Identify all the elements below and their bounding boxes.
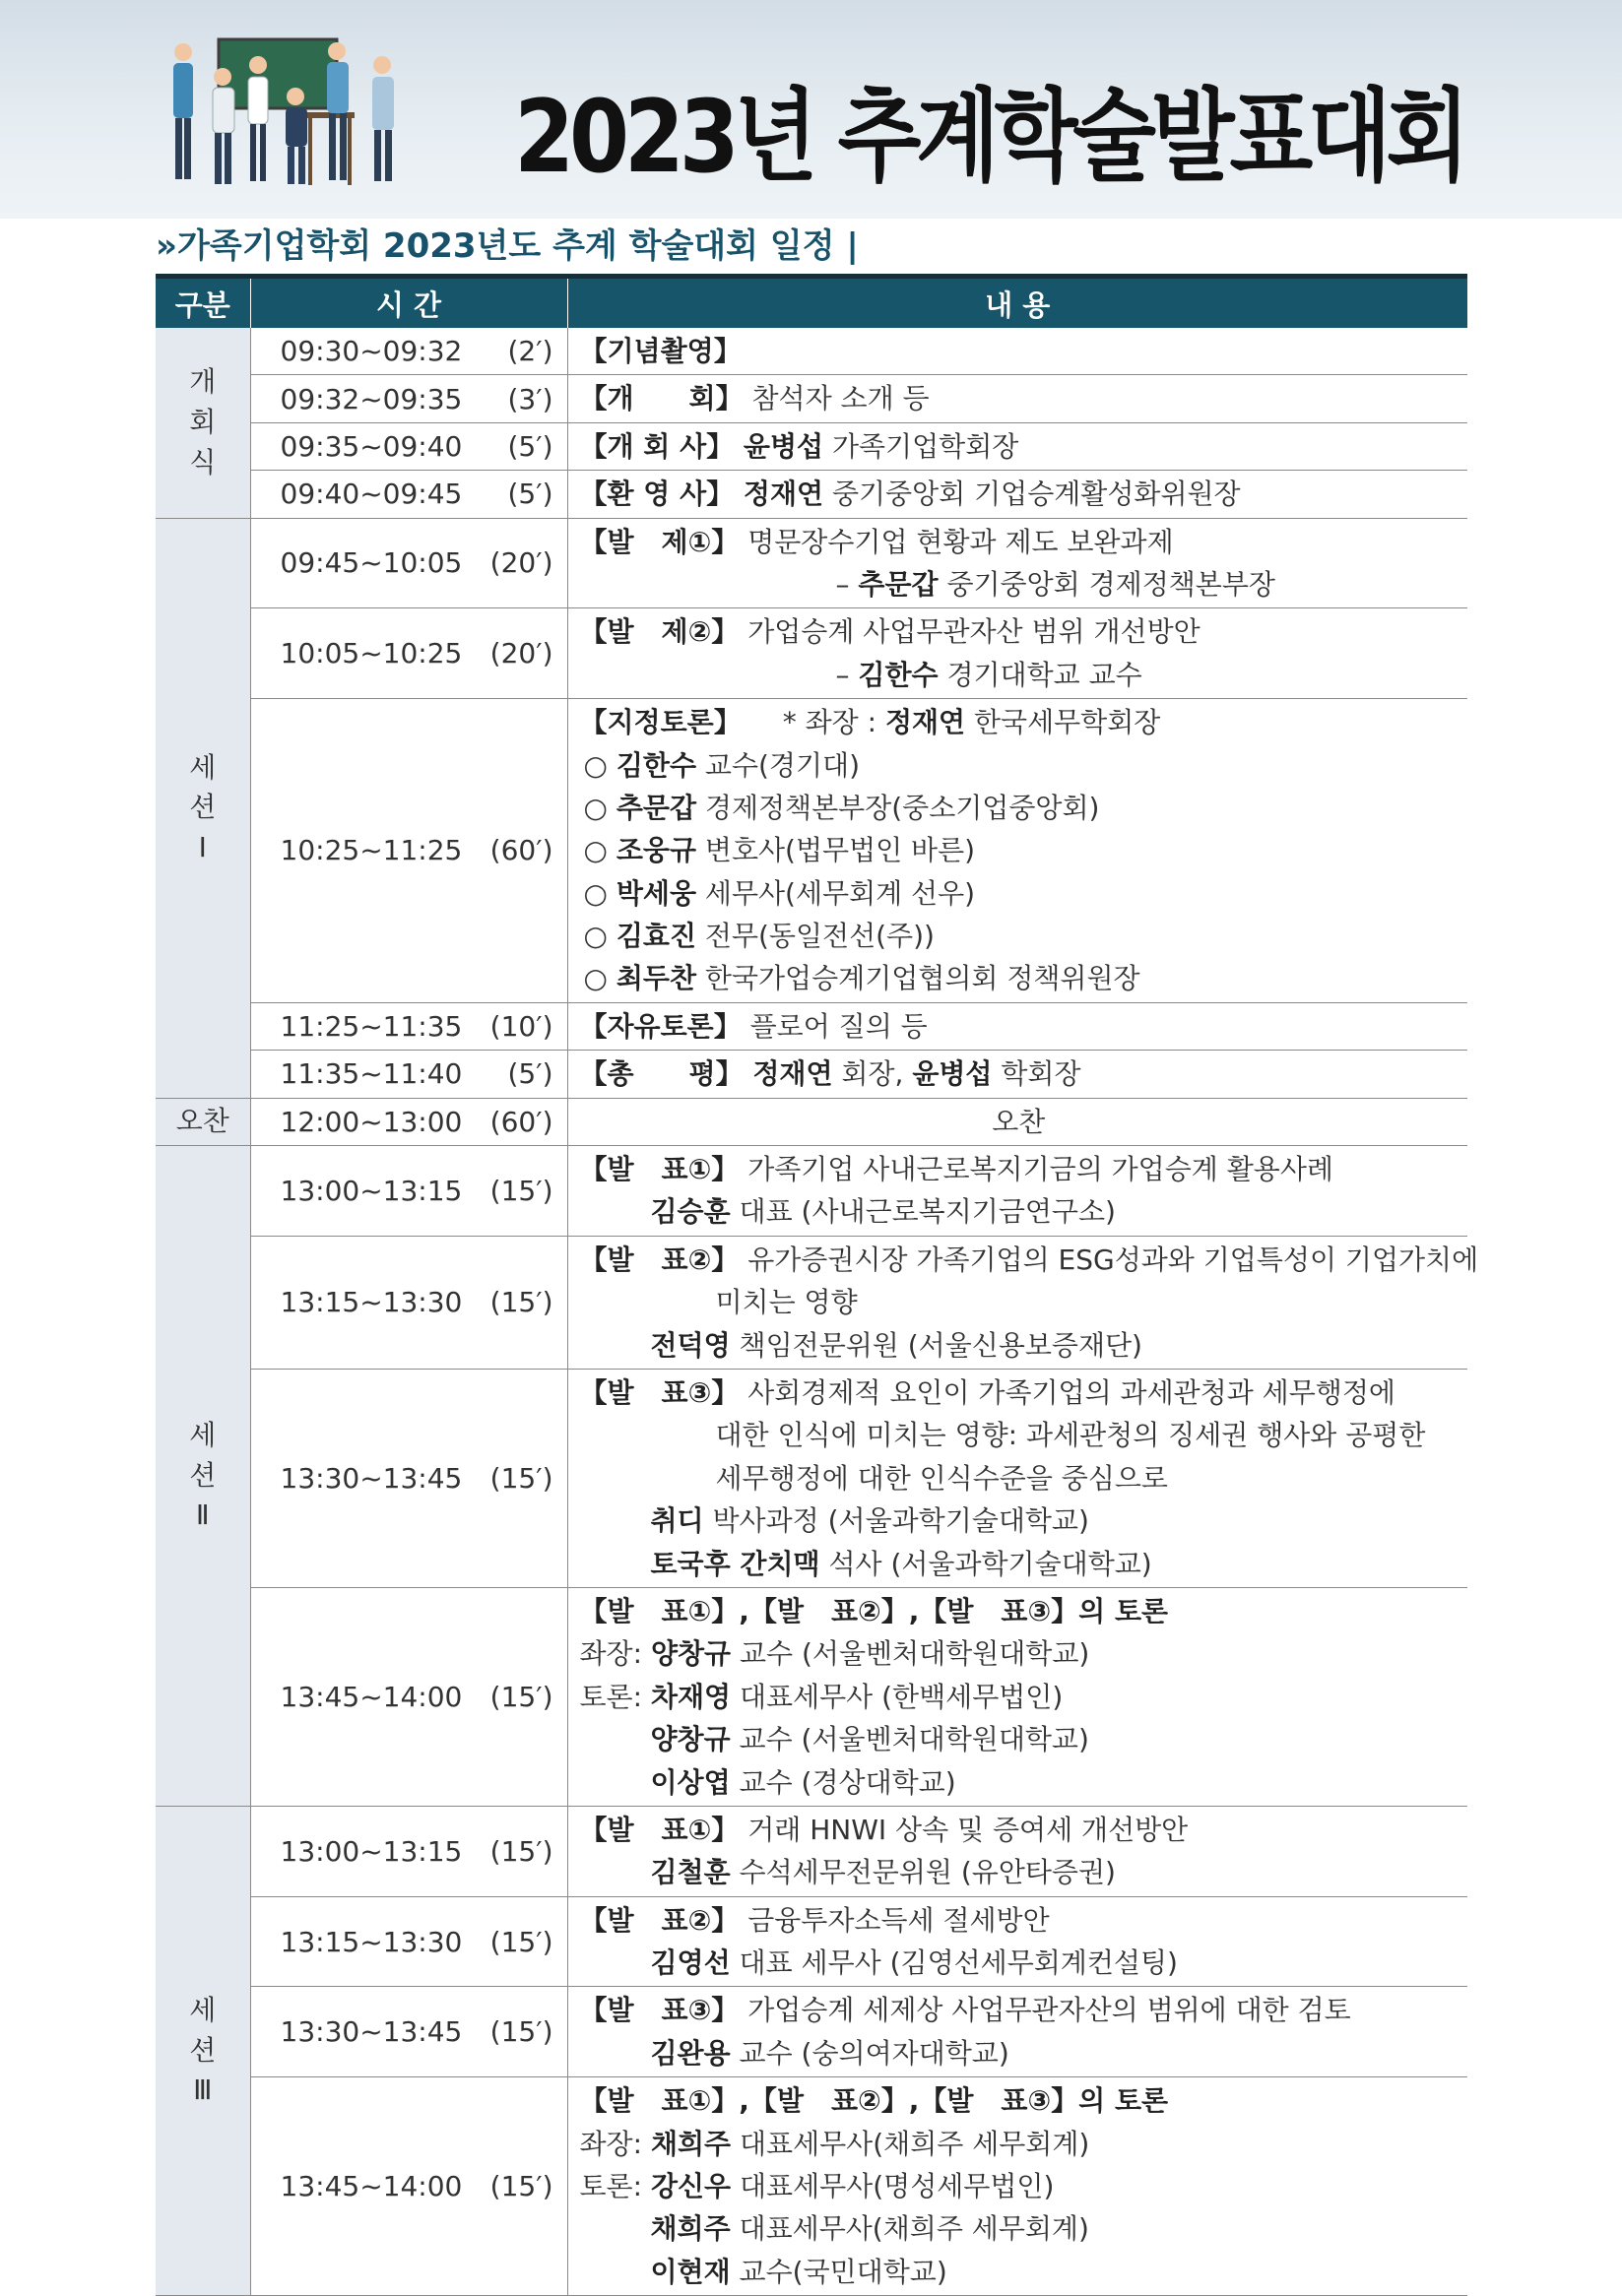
duration: (5′) bbox=[507, 1057, 553, 1091]
text-p: – bbox=[835, 658, 859, 691]
time-range: 13:15~13:30 bbox=[280, 1925, 463, 1958]
table-row bbox=[156, 1587, 1467, 1806]
content-line bbox=[580, 1371, 1459, 1414]
content-line bbox=[580, 1414, 1459, 1456]
text-t: 대표세무사(채희주 세무회계) bbox=[731, 2127, 1090, 2160]
text-t: 경기대학교 교수 bbox=[938, 658, 1142, 691]
content-line bbox=[580, 2079, 1459, 2122]
text-k: 【발 표①】,【발 표②】,【발 표③】의 토론 bbox=[579, 2084, 1169, 2118]
text-n: 김한수 bbox=[616, 748, 696, 782]
text-p: ○ bbox=[583, 748, 616, 782]
text-k: 【총 평】 bbox=[579, 1057, 744, 1091]
text-t: 오찬 bbox=[992, 1105, 1046, 1138]
time-cell bbox=[250, 1587, 567, 1806]
content-line bbox=[580, 2251, 1459, 2293]
table-row bbox=[156, 1002, 1467, 1050]
time-range: 13:00~13:15 bbox=[280, 1834, 463, 1868]
content-cell bbox=[567, 1896, 1467, 1987]
chevron-right-icon: ›› bbox=[156, 226, 172, 266]
content-line bbox=[580, 330, 1459, 372]
content-cell bbox=[567, 1369, 1467, 1587]
content-line bbox=[580, 1281, 1459, 1323]
content-cell bbox=[567, 1987, 1467, 2077]
text-p: ○ bbox=[583, 876, 616, 910]
schedule-table bbox=[156, 274, 1479, 2296]
business-people-illustration bbox=[158, 28, 453, 195]
duration: (15′) bbox=[489, 1286, 553, 1319]
table-row bbox=[156, 1369, 1467, 1587]
time-cell bbox=[250, 1146, 567, 1237]
text-k: 【발 표②】 bbox=[579, 1903, 740, 1937]
time-cell bbox=[250, 699, 567, 1003]
text-n: 채희주 bbox=[650, 2212, 731, 2246]
text-n: 정재연 bbox=[743, 1057, 833, 1091]
duration: (2′) bbox=[507, 335, 553, 368]
text-n: 추문갑 bbox=[858, 567, 939, 601]
content-line bbox=[580, 425, 1459, 468]
section-label-opening: 개 회 식 bbox=[156, 328, 250, 518]
content-line bbox=[580, 1190, 1459, 1233]
content-line bbox=[580, 1148, 1459, 1190]
text-n: 전덕영 bbox=[650, 1328, 731, 1362]
text-t: 전무(동일전선(주)) bbox=[696, 920, 935, 953]
text-t: 거래 HNWI 상속 및 증여세 개선방안 bbox=[739, 1813, 1189, 1846]
text-t2: 한국세무학회장 bbox=[965, 706, 1161, 739]
time-range: 13:00~13:15 bbox=[280, 1174, 463, 1207]
text-p: 좌장: bbox=[579, 2127, 651, 2160]
content-cell bbox=[567, 1806, 1467, 1896]
text-n: 윤병섭 bbox=[734, 429, 824, 463]
text-t: 한국가업승계기업협의회 정책위원장 bbox=[696, 962, 1140, 995]
content-cell bbox=[567, 1146, 1467, 1237]
table-row bbox=[156, 1806, 1467, 1896]
text-t: 교수 (서울벤처대학원대학교) bbox=[731, 1637, 1090, 1671]
time-cell bbox=[250, 1806, 567, 1896]
content-cell bbox=[567, 608, 1467, 699]
content-line bbox=[579, 1239, 1479, 1281]
text-n: 최두찬 bbox=[616, 962, 696, 995]
text-n: 김승훈 bbox=[650, 1195, 731, 1229]
time-cell bbox=[250, 1051, 567, 1098]
text-t: 박사과정 (서울과학기술대학교) bbox=[703, 1504, 1089, 1538]
duration: (5′) bbox=[507, 429, 553, 463]
text-n: 양창규 bbox=[650, 1637, 732, 1671]
text-p: 토론: bbox=[579, 1680, 651, 1713]
content-line bbox=[580, 1543, 1459, 1585]
text-k: 【발 표③】 bbox=[579, 1994, 740, 2027]
duration: (10′) bbox=[489, 1010, 553, 1044]
time-range: 11:25~11:35 bbox=[280, 1010, 463, 1044]
content-line bbox=[580, 377, 1459, 419]
text-n: 취디 bbox=[650, 1504, 704, 1538]
time-range: 10:05~10:25 bbox=[280, 637, 463, 670]
time-range: 13:30~13:45 bbox=[280, 2015, 463, 2049]
table-row bbox=[156, 608, 1467, 699]
content-line bbox=[580, 915, 1459, 957]
duration: (20′) bbox=[489, 546, 553, 580]
content-line bbox=[580, 2123, 1459, 2165]
text-t: 변호사(법무법인 바른) bbox=[696, 834, 976, 867]
text-p: ○ bbox=[583, 834, 616, 867]
text-t: 참석자 소개 등 bbox=[743, 382, 930, 415]
text-t: 대표세무사(채희주 세무회계) bbox=[730, 2212, 1089, 2246]
text-p: ○ bbox=[583, 962, 616, 995]
content-line bbox=[580, 1676, 1459, 1718]
time-range: 09:45~10:05 bbox=[280, 546, 463, 580]
header-content: 내 용 bbox=[567, 277, 1467, 329]
content-line bbox=[580, 701, 1459, 743]
table-row bbox=[156, 328, 1467, 375]
text-k: 【발 표①】 bbox=[579, 1153, 740, 1186]
time-cell bbox=[250, 518, 567, 608]
table-row bbox=[156, 2077, 1467, 2296]
duration: (15′) bbox=[489, 2170, 553, 2203]
content-cell bbox=[567, 1098, 1467, 1145]
text-k: 【개 회】 bbox=[579, 382, 744, 415]
time-range: 13:45~14:00 bbox=[280, 2170, 463, 2203]
content-cell bbox=[567, 1051, 1467, 1098]
time-range: 11:35~11:40 bbox=[280, 1057, 463, 1091]
time-range: 12:00~13:00 bbox=[280, 1105, 463, 1138]
content-cell bbox=[567, 471, 1467, 518]
content-cell bbox=[567, 518, 1467, 608]
content-line bbox=[580, 610, 1459, 653]
time-range: 10:25~11:25 bbox=[280, 834, 463, 867]
content-cell bbox=[567, 328, 1467, 375]
content-line bbox=[580, 654, 1459, 696]
text-t: 대한 인식에 미치는 영향: 과세관청의 징세권 행사와 공평한 bbox=[715, 1419, 1426, 1452]
text-n: 김한수 bbox=[858, 658, 939, 691]
content-line bbox=[580, 1989, 1459, 2031]
text-k: 【발 표①】,【발 표②】,【발 표③】의 토론 bbox=[579, 1594, 1169, 1627]
text-t: 수석세무전문위원 (유안타증권) bbox=[730, 1856, 1116, 1889]
text-t: 대표 세무사 (김영선세무회계컨설팅) bbox=[730, 1946, 1178, 1980]
time-cell bbox=[250, 1987, 567, 2077]
text-t: * 좌장 : bbox=[727, 706, 885, 739]
header-time: 시 간 bbox=[250, 277, 567, 329]
content-line bbox=[580, 1809, 1459, 1851]
time-range: 13:30~13:45 bbox=[280, 1461, 463, 1495]
duration: (5′) bbox=[507, 478, 553, 511]
text-n: 김영선 bbox=[650, 1946, 731, 1980]
content-line bbox=[580, 1499, 1459, 1542]
content-line bbox=[580, 473, 1459, 515]
schedule-body bbox=[156, 328, 1479, 2296]
table-row bbox=[156, 1896, 1467, 1987]
text-t: 세무행정에 대한 인식수준을 중심으로 bbox=[715, 1461, 1168, 1495]
text-n: 김철훈 bbox=[650, 1856, 731, 1889]
text-k: 【발 제①】 bbox=[579, 525, 740, 558]
content-cell bbox=[567, 699, 1467, 1003]
content-line bbox=[580, 1942, 1459, 1984]
text-k: 【환 영 사】 bbox=[579, 478, 735, 511]
text-t: 교수(국민대학교) bbox=[730, 2255, 947, 2288]
text-k: 【발 표①】 bbox=[579, 1813, 740, 1846]
time-cell bbox=[250, 471, 567, 518]
text-t: 명문장수기업 현황과 제도 보완과제 bbox=[739, 525, 1174, 558]
content-line bbox=[580, 563, 1459, 606]
content-line bbox=[580, 1052, 1459, 1095]
duration: (15′) bbox=[489, 2015, 553, 2049]
time-cell bbox=[250, 1896, 567, 1987]
table-row bbox=[156, 1051, 1467, 1098]
text-p: – bbox=[835, 567, 859, 601]
time-cell bbox=[250, 422, 567, 470]
content-line bbox=[580, 872, 1459, 915]
table-row bbox=[156, 471, 1467, 518]
duration: (15′) bbox=[489, 1174, 553, 1207]
time-cell bbox=[250, 328, 567, 375]
section-label-s2: 세 션 Ⅱ bbox=[156, 1146, 250, 1807]
duration: (3′) bbox=[507, 382, 553, 415]
text-t: 중기중앙회 경제정책본부장 bbox=[938, 567, 1275, 601]
text-t: 가업승계 사업무관자산 범위 개선방안 bbox=[739, 615, 1200, 649]
text-t: 가족기업학회장 bbox=[823, 429, 1019, 463]
text-t: 교수 (경상대학교) bbox=[730, 1765, 956, 1799]
text-n: 김완용 bbox=[650, 2036, 731, 2070]
time-cell bbox=[250, 608, 567, 699]
text-t: 사회경제적 요인이 가족기업의 과세관청과 세무행정에 bbox=[739, 1375, 1395, 1409]
text-p: 좌장: bbox=[579, 1637, 651, 1671]
table-row bbox=[156, 375, 1467, 422]
content-cell bbox=[567, 422, 1467, 470]
text-k: 【기념촬영】 bbox=[579, 335, 742, 367]
text-t: 중기중앙회 기업승계활성화위원장 bbox=[823, 478, 1241, 511]
content-line bbox=[580, 1101, 1459, 1143]
text-t: 교수 (숭의여자대학교) bbox=[730, 2036, 1009, 2070]
content-cell bbox=[567, 1587, 1467, 1806]
text-t: 석사 (서울과학기술대학교) bbox=[819, 1547, 1152, 1580]
page-title: 2023년 추계학술발표대회 bbox=[513, 79, 1464, 196]
duration: (60′) bbox=[489, 834, 553, 867]
time-range: 09:35~09:40 bbox=[280, 429, 463, 463]
time-range: 13:45~14:00 bbox=[280, 1680, 463, 1713]
text-n: 채희주 bbox=[650, 2127, 732, 2160]
duration: (15′) bbox=[489, 1461, 553, 1495]
header-banner bbox=[0, 0, 1622, 219]
header-category: 구분 bbox=[156, 277, 250, 329]
text-t: 회장, bbox=[832, 1057, 913, 1091]
text-k: 【발 표③】 bbox=[579, 1375, 740, 1409]
content-line bbox=[580, 1590, 1459, 1632]
table-header-row bbox=[156, 277, 1467, 329]
text-n: 토국후 간치맥 bbox=[650, 1547, 820, 1580]
duration: (15′) bbox=[489, 1925, 553, 1958]
table-row bbox=[156, 699, 1467, 1003]
time-cell bbox=[250, 1098, 567, 1145]
text-t: 플로어 질의 등 bbox=[741, 1009, 928, 1043]
text-p: 토론: bbox=[579, 2170, 651, 2203]
time-cell bbox=[250, 1236, 567, 1369]
text-t: 경제정책본부장(중소기업중앙회) bbox=[696, 791, 1100, 824]
text-t: 대표 (사내근로복지기금연구소) bbox=[730, 1195, 1116, 1229]
text-n: 정재연 bbox=[884, 706, 966, 739]
time-range: 09:30~09:32 bbox=[280, 335, 463, 368]
table-row bbox=[156, 1146, 1467, 1237]
text-t: 대표세무사 (한백세무법인) bbox=[731, 1680, 1064, 1713]
content-line bbox=[580, 829, 1459, 871]
text-n2: 윤병섭 bbox=[912, 1057, 993, 1091]
duration: (15′) bbox=[489, 1834, 553, 1868]
content-line bbox=[580, 1899, 1459, 1942]
content-cell bbox=[567, 375, 1467, 422]
text-t: 세무사(세무회계 선우) bbox=[696, 876, 976, 910]
table-row bbox=[156, 518, 1467, 608]
text-p: ○ bbox=[583, 791, 616, 824]
text-n: 박세웅 bbox=[616, 876, 696, 910]
content-line bbox=[580, 957, 1459, 999]
table-row bbox=[156, 1987, 1467, 2077]
text-t: 책임전문위원 (서울신용보증재단) bbox=[730, 1328, 1142, 1362]
time-cell bbox=[250, 1002, 567, 1050]
text-t: 금융투자소득세 절세방안 bbox=[739, 1903, 1050, 1937]
content-line bbox=[580, 1761, 1459, 1804]
text-n: 김효진 bbox=[616, 920, 696, 953]
text-n: 이현재 bbox=[650, 2255, 731, 2288]
content-line bbox=[580, 521, 1459, 563]
content-line bbox=[580, 1718, 1459, 1760]
duration: (20′) bbox=[489, 637, 553, 670]
content-line bbox=[580, 744, 1459, 787]
section-label-s3: 세 션 Ⅲ bbox=[156, 1806, 250, 2295]
time-cell bbox=[250, 1369, 567, 1587]
content-line bbox=[580, 1457, 1459, 1499]
content-line bbox=[580, 787, 1459, 829]
text-k: 【발 표②】 bbox=[579, 1243, 740, 1276]
table-row bbox=[156, 1236, 1467, 1369]
text-n: 조웅규 bbox=[616, 834, 696, 867]
text-t: 대표세무사(명성세무법인) bbox=[731, 2170, 1055, 2203]
duration: (15′) bbox=[489, 1680, 553, 1713]
section-label-s1: 세 션 Ⅰ bbox=[156, 518, 250, 1098]
duration: (60′) bbox=[489, 1105, 553, 1138]
section-subtitle bbox=[156, 219, 859, 267]
text-n: 양창규 bbox=[650, 1723, 731, 1756]
text-t: 가업승계 세제상 사업무관자산의 범위에 대한 검토 bbox=[739, 1994, 1351, 2027]
text-k: 【자유토론】 bbox=[579, 1009, 742, 1043]
content-line bbox=[580, 1632, 1459, 1675]
text-k: 【개 회 사】 bbox=[579, 429, 735, 463]
text-k: 【지정토론】 bbox=[579, 706, 728, 739]
text-n: 차재영 bbox=[650, 1680, 732, 1713]
text-t: 교수 (서울벤처대학원대학교) bbox=[730, 1723, 1089, 1756]
table-row bbox=[156, 1098, 1467, 1145]
text-p: ○ bbox=[583, 920, 616, 953]
content-line bbox=[580, 2207, 1459, 2250]
subtitle-text: 가족기업학회 2023년도 추계 학술대회 일정 | bbox=[177, 226, 859, 266]
text-n: 정재연 bbox=[734, 478, 824, 511]
text-n: 강신우 bbox=[650, 2170, 732, 2203]
content-line bbox=[580, 1005, 1459, 1048]
text-t: 미치는 영향 bbox=[715, 1286, 858, 1319]
table-row bbox=[156, 422, 1467, 470]
time-range: 13:15~13:30 bbox=[280, 1286, 463, 1319]
content-line bbox=[580, 1324, 1459, 1367]
text-t: 유가증권시장 가족기업의 ESG성과와 기업특성이 기업가치에 bbox=[739, 1243, 1479, 1276]
content-line bbox=[580, 2165, 1459, 2207]
content-cell bbox=[567, 1236, 1479, 1369]
content-cell bbox=[567, 1002, 1467, 1050]
content-line bbox=[580, 2032, 1459, 2074]
time-cell bbox=[250, 375, 567, 422]
text-t2: 학회장 bbox=[992, 1057, 1081, 1091]
text-t: 교수(경기대) bbox=[696, 748, 860, 782]
text-t: 가족기업 사내근로복지기금의 가업승계 활용사례 bbox=[739, 1153, 1333, 1186]
text-n: 추문갑 bbox=[616, 791, 696, 824]
time-range: 09:40~09:45 bbox=[280, 478, 463, 511]
section-label-lunch: 오찬 bbox=[156, 1098, 250, 1145]
content-cell bbox=[567, 2077, 1467, 2296]
time-cell bbox=[250, 2077, 567, 2296]
content-line bbox=[580, 1851, 1459, 1893]
text-k: 【발 제②】 bbox=[579, 615, 740, 649]
time-range: 09:32~09:35 bbox=[280, 382, 463, 415]
text-n: 이상엽 bbox=[650, 1765, 731, 1799]
